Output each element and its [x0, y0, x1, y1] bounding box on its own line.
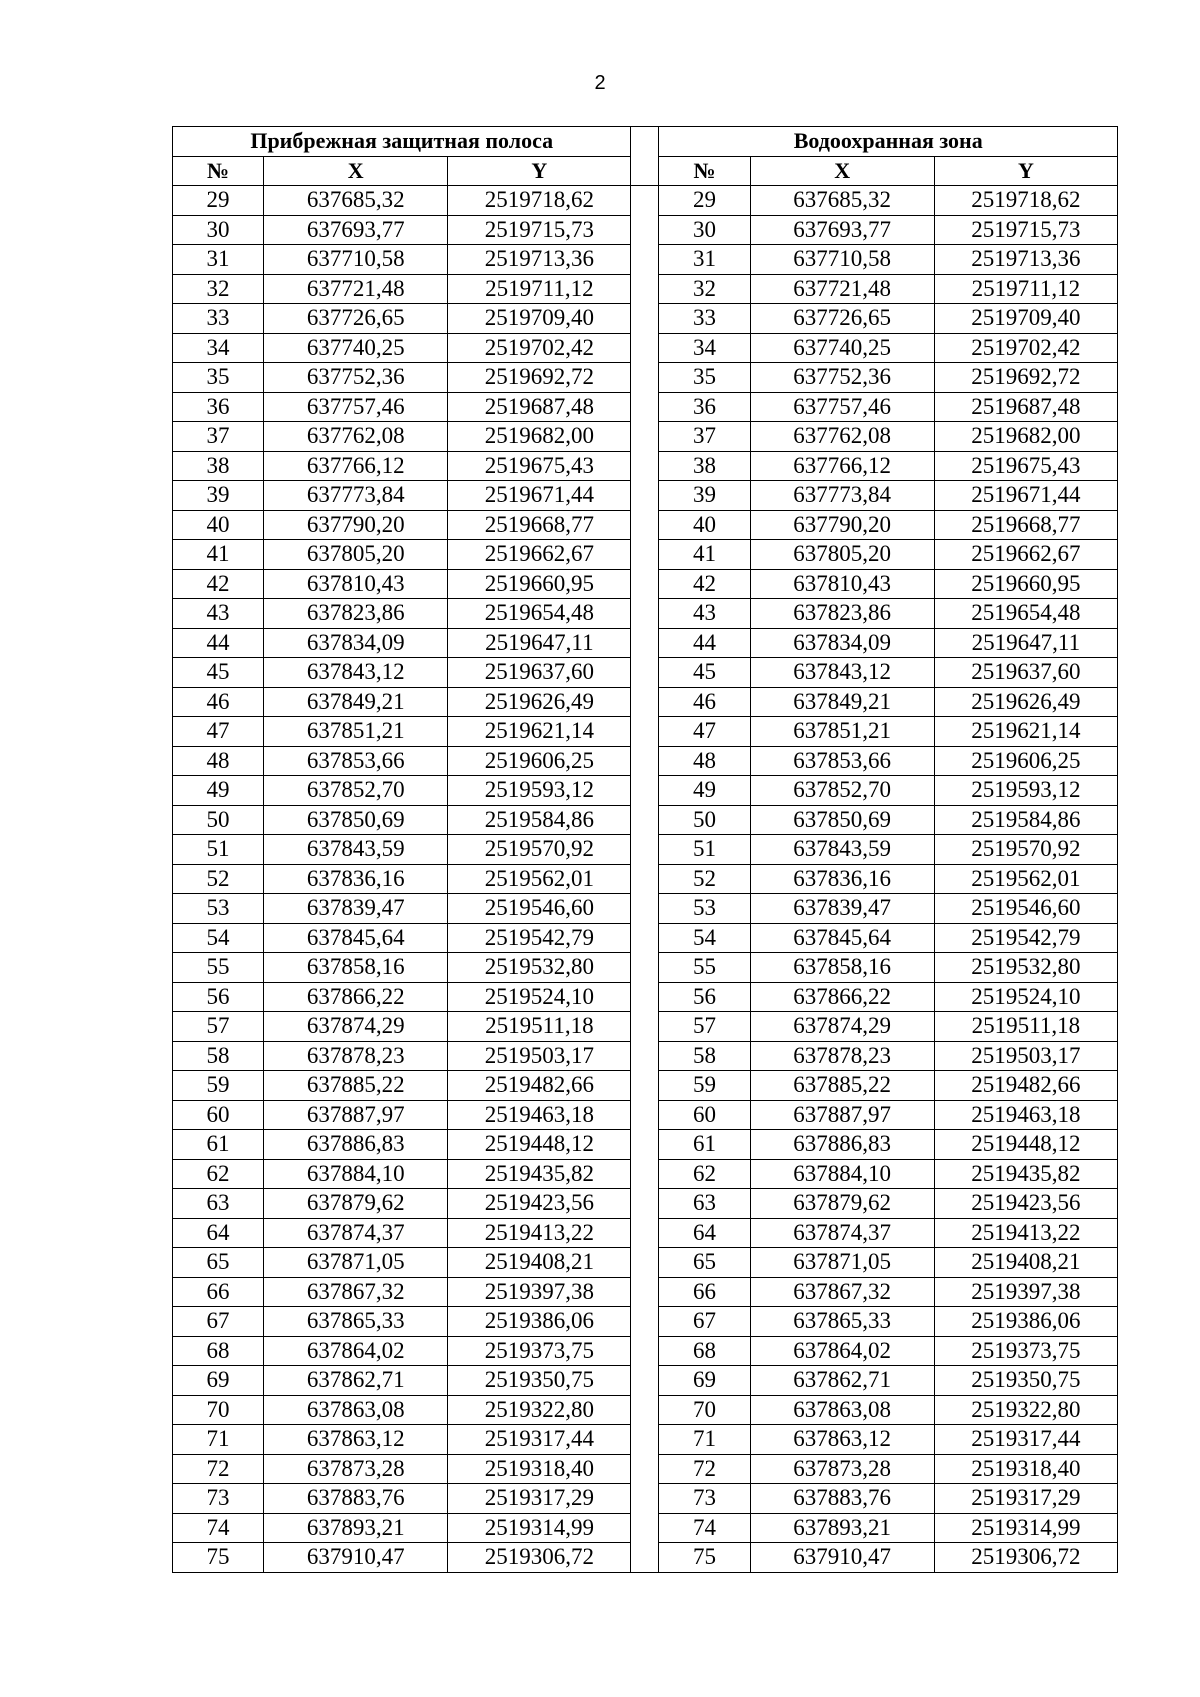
right-x-value: 637834,09 [750, 628, 934, 658]
left-y-value: 2519637,60 [448, 658, 631, 688]
left-point-number: 68 [173, 1336, 264, 1366]
left-y-value: 2519532,80 [448, 953, 631, 983]
right-y-value: 2519435,82 [934, 1159, 1117, 1189]
left-x-value: 637885,22 [264, 1071, 448, 1101]
right-point-number: 46 [659, 687, 750, 717]
right-x-value: 637685,32 [750, 186, 934, 216]
left-point-number: 53 [173, 894, 264, 924]
left-x-value: 637740,25 [264, 333, 448, 363]
left-x-value: 637757,46 [264, 392, 448, 422]
left-x-value: 637887,97 [264, 1100, 448, 1130]
right-y-value: 2519408,21 [934, 1248, 1117, 1278]
left-point-number: 47 [173, 717, 264, 747]
right-point-number: 65 [659, 1248, 750, 1278]
right-point-number: 57 [659, 1012, 750, 1042]
left-x-value: 637874,37 [264, 1218, 448, 1248]
right-point-number: 71 [659, 1425, 750, 1455]
left-x-value: 637865,33 [264, 1307, 448, 1337]
right-y-value: 2519660,95 [934, 569, 1117, 599]
left-point-number: 52 [173, 864, 264, 894]
left-point-number: 63 [173, 1189, 264, 1219]
left-x-value: 637862,71 [264, 1366, 448, 1396]
left-point-number: 54 [173, 923, 264, 953]
left-point-number: 32 [173, 274, 264, 304]
left-x-value: 637893,21 [264, 1513, 448, 1543]
left-x-value: 637850,69 [264, 805, 448, 835]
right-point-number: 43 [659, 599, 750, 629]
right-x-value: 637762,08 [750, 422, 934, 452]
table-row [173, 186, 1118, 216]
right-y-value: 2519682,00 [934, 422, 1117, 452]
left-y-value: 2519593,12 [448, 776, 631, 806]
right-y-value: 2519317,29 [934, 1484, 1117, 1514]
right-x-value: 637773,84 [750, 481, 934, 511]
left-x-value: 637879,62 [264, 1189, 448, 1219]
right-point-number: 66 [659, 1277, 750, 1307]
right-point-number: 45 [659, 658, 750, 688]
right-point-number: 42 [659, 569, 750, 599]
right-x-value: 637871,05 [750, 1248, 934, 1278]
left-header-number: № [173, 156, 264, 186]
left-x-value: 637863,08 [264, 1395, 448, 1425]
left-y-value: 2519660,95 [448, 569, 631, 599]
left-x-value: 637883,76 [264, 1484, 448, 1514]
left-y-value: 2519692,72 [448, 363, 631, 393]
right-point-number: 48 [659, 746, 750, 776]
right-point-number: 36 [659, 392, 750, 422]
right-point-number: 41 [659, 540, 750, 570]
left-point-number: 56 [173, 982, 264, 1012]
right-x-value: 637886,83 [750, 1130, 934, 1160]
left-point-number: 74 [173, 1513, 264, 1543]
right-y-value: 2519671,44 [934, 481, 1117, 511]
right-x-value: 637823,86 [750, 599, 934, 629]
right-point-number: 67 [659, 1307, 750, 1337]
right-point-number: 49 [659, 776, 750, 806]
right-y-value: 2519647,11 [934, 628, 1117, 658]
right-point-number: 68 [659, 1336, 750, 1366]
right-point-number: 33 [659, 304, 750, 334]
left-point-number: 50 [173, 805, 264, 835]
left-point-number: 62 [173, 1159, 264, 1189]
left-y-value: 2519570,92 [448, 835, 631, 865]
right-x-value: 637693,77 [750, 215, 934, 245]
right-y-value: 2519692,72 [934, 363, 1117, 393]
right-point-number: 39 [659, 481, 750, 511]
right-y-value: 2519350,75 [934, 1366, 1117, 1396]
left-x-value: 637752,36 [264, 363, 448, 393]
left-point-number: 75 [173, 1543, 264, 1573]
right-point-number: 52 [659, 864, 750, 894]
right-x-value: 637757,46 [750, 392, 934, 422]
left-y-value: 2519711,12 [448, 274, 631, 304]
left-x-value: 637873,28 [264, 1454, 448, 1484]
right-y-value: 2519718,62 [934, 186, 1117, 216]
right-y-value: 2519306,72 [934, 1543, 1117, 1573]
right-y-value: 2519715,73 [934, 215, 1117, 245]
right-x-value: 637893,21 [750, 1513, 934, 1543]
left-point-number: 35 [173, 363, 264, 393]
right-point-number: 35 [659, 363, 750, 393]
right-y-value: 2519675,43 [934, 451, 1117, 481]
left-y-value: 2519702,42 [448, 333, 631, 363]
right-x-value: 637887,97 [750, 1100, 934, 1130]
right-y-value: 2519397,38 [934, 1277, 1117, 1307]
left-point-number: 65 [173, 1248, 264, 1278]
left-section-title: Прибрежная защитная полоса [173, 127, 631, 157]
right-y-value: 2519687,48 [934, 392, 1117, 422]
right-x-value: 637850,69 [750, 805, 934, 835]
right-point-number: 50 [659, 805, 750, 835]
left-y-value: 2519606,25 [448, 746, 631, 776]
left-y-value: 2519662,67 [448, 540, 631, 570]
left-x-value: 637910,47 [264, 1543, 448, 1573]
left-x-value: 637863,12 [264, 1425, 448, 1455]
right-x-value: 637843,12 [750, 658, 934, 688]
right-x-value: 637873,28 [750, 1454, 934, 1484]
left-point-number: 51 [173, 835, 264, 865]
left-y-value: 2519511,18 [448, 1012, 631, 1042]
right-x-value: 637710,58 [750, 245, 934, 275]
left-point-number: 55 [173, 953, 264, 983]
left-x-value: 637805,20 [264, 540, 448, 570]
left-x-value: 637849,21 [264, 687, 448, 717]
left-x-value: 637874,29 [264, 1012, 448, 1042]
left-header-x: X [264, 156, 448, 186]
left-x-value: 637884,10 [264, 1159, 448, 1189]
right-point-number: 54 [659, 923, 750, 953]
right-y-value: 2519524,10 [934, 982, 1117, 1012]
left-x-value: 637839,47 [264, 894, 448, 924]
right-x-value: 637864,02 [750, 1336, 934, 1366]
right-y-value: 2519373,75 [934, 1336, 1117, 1366]
left-y-value: 2519435,82 [448, 1159, 631, 1189]
right-point-number: 64 [659, 1218, 750, 1248]
left-y-value: 2519397,38 [448, 1277, 631, 1307]
left-y-value: 2519386,06 [448, 1307, 631, 1337]
right-point-number: 61 [659, 1130, 750, 1160]
right-x-value: 637849,21 [750, 687, 934, 717]
right-x-value: 637866,22 [750, 982, 934, 1012]
right-point-number: 73 [659, 1484, 750, 1514]
left-point-number: 67 [173, 1307, 264, 1337]
left-point-number: 42 [173, 569, 264, 599]
right-point-number: 51 [659, 835, 750, 865]
right-x-value: 637874,29 [750, 1012, 934, 1042]
right-point-number: 72 [659, 1454, 750, 1484]
left-y-value: 2519668,77 [448, 510, 631, 540]
right-x-value: 637910,47 [750, 1543, 934, 1573]
column-gap-body [631, 186, 659, 1573]
left-y-value: 2519709,40 [448, 304, 631, 334]
left-x-value: 637693,77 [264, 215, 448, 245]
left-point-number: 39 [173, 481, 264, 511]
right-y-value: 2519542,79 [934, 923, 1117, 953]
right-point-number: 58 [659, 1041, 750, 1071]
right-x-value: 637805,20 [750, 540, 934, 570]
left-y-value: 2519322,80 [448, 1395, 631, 1425]
right-x-value: 637885,22 [750, 1071, 934, 1101]
left-y-value: 2519718,62 [448, 186, 631, 216]
left-point-number: 64 [173, 1218, 264, 1248]
left-y-value: 2519682,00 [448, 422, 631, 452]
left-y-value: 2519482,66 [448, 1071, 631, 1101]
right-y-value: 2519503,17 [934, 1041, 1117, 1071]
right-point-number: 69 [659, 1366, 750, 1396]
left-x-value: 637843,59 [264, 835, 448, 865]
left-point-number: 34 [173, 333, 264, 363]
left-x-value: 637790,20 [264, 510, 448, 540]
right-y-value: 2519482,66 [934, 1071, 1117, 1101]
left-point-number: 70 [173, 1395, 264, 1425]
left-point-number: 33 [173, 304, 264, 334]
right-y-value: 2519532,80 [934, 953, 1117, 983]
left-y-value: 2519621,14 [448, 717, 631, 747]
right-x-value: 637752,36 [750, 363, 934, 393]
left-point-number: 44 [173, 628, 264, 658]
right-point-number: 34 [659, 333, 750, 363]
right-y-value: 2519562,01 [934, 864, 1117, 894]
left-y-value: 2519654,48 [448, 599, 631, 629]
right-point-number: 56 [659, 982, 750, 1012]
right-y-value: 2519584,86 [934, 805, 1117, 835]
left-point-number: 59 [173, 1071, 264, 1101]
right-x-value: 637839,47 [750, 894, 934, 924]
right-x-value: 637845,64 [750, 923, 934, 953]
right-x-value: 637852,70 [750, 776, 934, 806]
left-x-value: 637685,32 [264, 186, 448, 216]
right-y-value: 2519668,77 [934, 510, 1117, 540]
right-header-x: X [750, 156, 934, 186]
left-point-number: 69 [173, 1366, 264, 1396]
right-point-number: 47 [659, 717, 750, 747]
right-point-number: 38 [659, 451, 750, 481]
left-point-number: 45 [173, 658, 264, 688]
right-x-value: 637843,59 [750, 835, 934, 865]
right-y-value: 2519423,56 [934, 1189, 1117, 1219]
right-y-value: 2519713,36 [934, 245, 1117, 275]
left-x-value: 637721,48 [264, 274, 448, 304]
left-point-number: 58 [173, 1041, 264, 1071]
section-title-row [173, 127, 1118, 157]
left-x-value: 637766,12 [264, 451, 448, 481]
left-header-y: Y [448, 156, 631, 186]
right-point-number: 55 [659, 953, 750, 983]
right-y-value: 2519318,40 [934, 1454, 1117, 1484]
left-point-number: 37 [173, 422, 264, 452]
right-y-value: 2519654,48 [934, 599, 1117, 629]
right-point-number: 60 [659, 1100, 750, 1130]
left-y-value: 2519715,73 [448, 215, 631, 245]
right-x-value: 637726,65 [750, 304, 934, 334]
right-y-value: 2519709,40 [934, 304, 1117, 334]
left-y-value: 2519713,36 [448, 245, 631, 275]
left-y-value: 2519306,72 [448, 1543, 631, 1573]
left-y-value: 2519318,40 [448, 1454, 631, 1484]
left-x-value: 637773,84 [264, 481, 448, 511]
right-y-value: 2519413,22 [934, 1218, 1117, 1248]
left-point-number: 30 [173, 215, 264, 245]
right-point-number: 29 [659, 186, 750, 216]
left-y-value: 2519317,44 [448, 1425, 631, 1455]
right-y-value: 2519448,12 [934, 1130, 1117, 1160]
right-x-value: 637883,76 [750, 1484, 934, 1514]
right-point-number: 32 [659, 274, 750, 304]
left-x-value: 637867,32 [264, 1277, 448, 1307]
left-y-value: 2519546,60 [448, 894, 631, 924]
column-gap [631, 127, 659, 186]
left-x-value: 637710,58 [264, 245, 448, 275]
left-point-number: 38 [173, 451, 264, 481]
left-x-value: 637843,12 [264, 658, 448, 688]
left-y-value: 2519317,29 [448, 1484, 631, 1514]
left-x-value: 637762,08 [264, 422, 448, 452]
right-header-number: № [659, 156, 750, 186]
left-point-number: 46 [173, 687, 264, 717]
right-x-value: 637721,48 [750, 274, 934, 304]
right-x-value: 637790,20 [750, 510, 934, 540]
right-y-value: 2519314,99 [934, 1513, 1117, 1543]
left-point-number: 72 [173, 1454, 264, 1484]
coordinates-body [173, 186, 1118, 1573]
left-point-number: 41 [173, 540, 264, 570]
left-y-value: 2519408,21 [448, 1248, 631, 1278]
left-point-number: 60 [173, 1100, 264, 1130]
left-y-value: 2519524,10 [448, 982, 631, 1012]
right-x-value: 637863,08 [750, 1395, 934, 1425]
left-y-value: 2519373,75 [448, 1336, 631, 1366]
left-x-value: 637853,66 [264, 746, 448, 776]
right-y-value: 2519621,14 [934, 717, 1117, 747]
right-point-number: 37 [659, 422, 750, 452]
coordinates-table [172, 126, 1118, 1573]
right-y-value: 2519511,18 [934, 1012, 1117, 1042]
left-x-value: 637878,23 [264, 1041, 448, 1071]
right-y-value: 2519317,44 [934, 1425, 1117, 1455]
left-point-number: 36 [173, 392, 264, 422]
right-point-number: 53 [659, 894, 750, 924]
right-y-value: 2519463,18 [934, 1100, 1117, 1130]
right-x-value: 637740,25 [750, 333, 934, 363]
left-x-value: 637852,70 [264, 776, 448, 806]
left-point-number: 73 [173, 1484, 264, 1514]
left-x-value: 637845,64 [264, 923, 448, 953]
left-y-value: 2519626,49 [448, 687, 631, 717]
left-point-number: 71 [173, 1425, 264, 1455]
right-y-value: 2519570,92 [934, 835, 1117, 865]
left-point-number: 49 [173, 776, 264, 806]
left-y-value: 2519687,48 [448, 392, 631, 422]
left-y-value: 2519647,11 [448, 628, 631, 658]
right-y-value: 2519702,42 [934, 333, 1117, 363]
right-x-value: 637810,43 [750, 569, 934, 599]
left-x-value: 637810,43 [264, 569, 448, 599]
left-y-value: 2519448,12 [448, 1130, 631, 1160]
left-y-value: 2519314,99 [448, 1513, 631, 1543]
left-point-number: 43 [173, 599, 264, 629]
right-point-number: 70 [659, 1395, 750, 1425]
right-point-number: 40 [659, 510, 750, 540]
right-y-value: 2519626,49 [934, 687, 1117, 717]
left-x-value: 637871,05 [264, 1248, 448, 1278]
right-x-value: 637766,12 [750, 451, 934, 481]
left-x-value: 637864,02 [264, 1336, 448, 1366]
left-point-number: 61 [173, 1130, 264, 1160]
right-y-value: 2519606,25 [934, 746, 1117, 776]
right-point-number: 44 [659, 628, 750, 658]
right-x-value: 637858,16 [750, 953, 934, 983]
right-point-number: 75 [659, 1543, 750, 1573]
right-x-value: 637851,21 [750, 717, 934, 747]
left-y-value: 2519542,79 [448, 923, 631, 953]
left-y-value: 2519463,18 [448, 1100, 631, 1130]
right-point-number: 63 [659, 1189, 750, 1219]
right-y-value: 2519386,06 [934, 1307, 1117, 1337]
left-x-value: 637834,09 [264, 628, 448, 658]
left-x-value: 637866,22 [264, 982, 448, 1012]
right-x-value: 637874,37 [750, 1218, 934, 1248]
right-y-value: 2519662,67 [934, 540, 1117, 570]
left-x-value: 637836,16 [264, 864, 448, 894]
left-y-value: 2519671,44 [448, 481, 631, 511]
right-header-y: Y [934, 156, 1117, 186]
right-x-value: 637865,33 [750, 1307, 934, 1337]
left-point-number: 66 [173, 1277, 264, 1307]
left-point-number: 57 [173, 1012, 264, 1042]
right-point-number: 74 [659, 1513, 750, 1543]
left-y-value: 2519503,17 [448, 1041, 631, 1071]
right-x-value: 637862,71 [750, 1366, 934, 1396]
left-x-value: 637726,65 [264, 304, 448, 334]
page-number: 2 [594, 72, 606, 94]
right-y-value: 2519593,12 [934, 776, 1117, 806]
left-x-value: 637886,83 [264, 1130, 448, 1160]
right-y-value: 2519637,60 [934, 658, 1117, 688]
right-x-value: 637879,62 [750, 1189, 934, 1219]
right-y-value: 2519322,80 [934, 1395, 1117, 1425]
right-x-value: 637884,10 [750, 1159, 934, 1189]
right-section-title: Водоохранная зона [659, 127, 1118, 157]
left-point-number: 29 [173, 186, 264, 216]
left-x-value: 637823,86 [264, 599, 448, 629]
right-y-value: 2519711,12 [934, 274, 1117, 304]
left-point-number: 40 [173, 510, 264, 540]
left-point-number: 48 [173, 746, 264, 776]
left-point-number: 31 [173, 245, 264, 275]
right-point-number: 30 [659, 215, 750, 245]
right-x-value: 637863,12 [750, 1425, 934, 1455]
left-y-value: 2519675,43 [448, 451, 631, 481]
left-x-value: 637851,21 [264, 717, 448, 747]
left-y-value: 2519562,01 [448, 864, 631, 894]
left-x-value: 637858,16 [264, 953, 448, 983]
right-y-value: 2519546,60 [934, 894, 1117, 924]
right-point-number: 59 [659, 1071, 750, 1101]
right-point-number: 62 [659, 1159, 750, 1189]
right-x-value: 637878,23 [750, 1041, 934, 1071]
left-y-value: 2519584,86 [448, 805, 631, 835]
right-x-value: 637867,32 [750, 1277, 934, 1307]
left-y-value: 2519350,75 [448, 1366, 631, 1396]
right-point-number: 31 [659, 245, 750, 275]
left-y-value: 2519413,22 [448, 1218, 631, 1248]
left-y-value: 2519423,56 [448, 1189, 631, 1219]
right-x-value: 637853,66 [750, 746, 934, 776]
right-x-value: 637836,16 [750, 864, 934, 894]
